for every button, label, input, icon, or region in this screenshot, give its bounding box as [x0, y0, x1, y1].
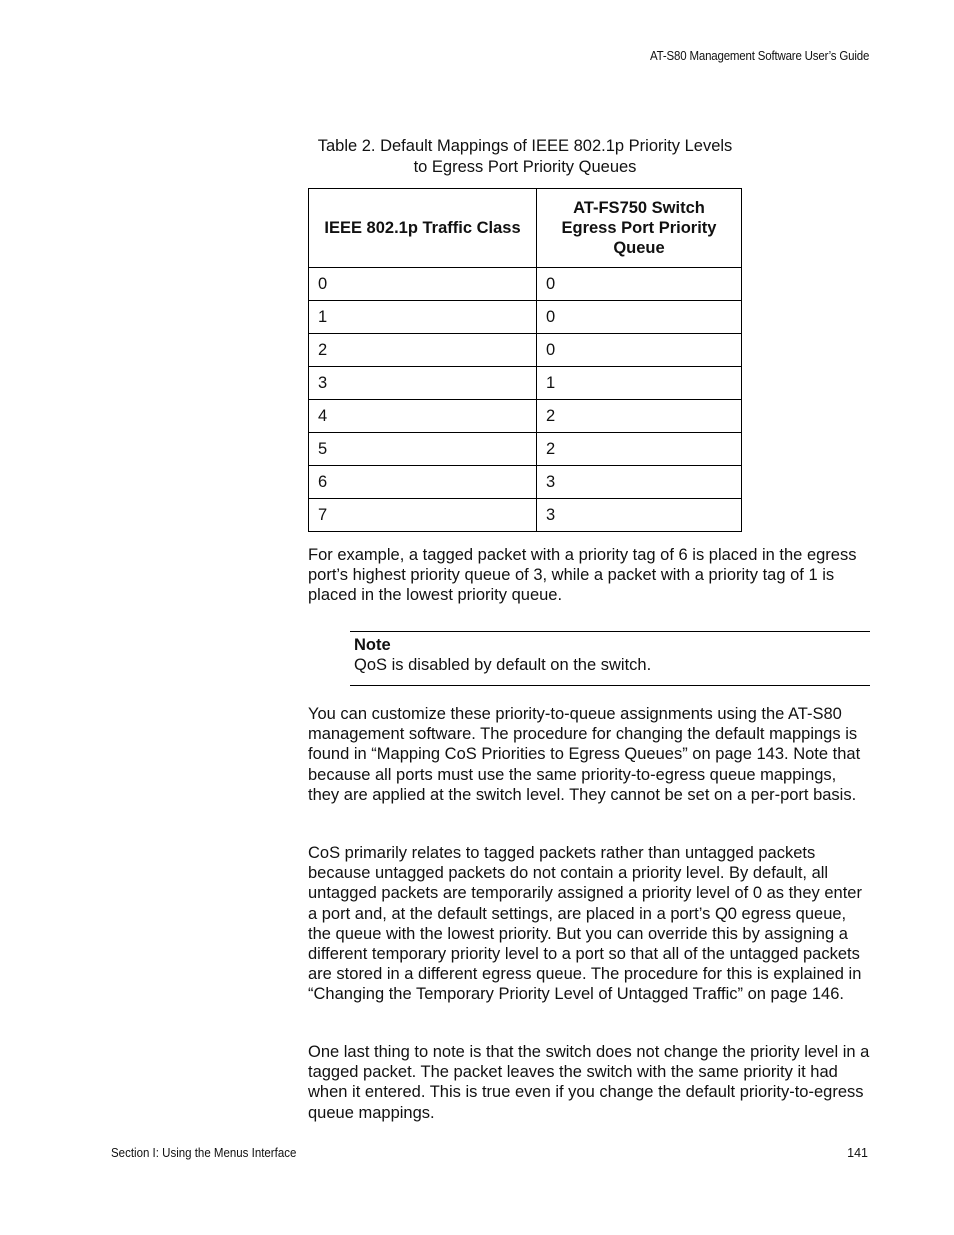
table-row	[309, 433, 742, 466]
table-row	[309, 334, 742, 367]
table-row	[309, 367, 742, 400]
egress-queue-cell: 0	[537, 301, 742, 334]
egress-queue-cell: 3	[537, 499, 742, 532]
last-note-paragraph: One last thing to note is that the switch does not change the priority level in a tagged packet. The packet leaves the switch with the same priority it had when it entered. This is true even if you change the default priority-to-egress queue mappings.	[308, 1043, 870, 1122]
traffic-class-cell: 0	[309, 268, 537, 301]
table-row	[309, 466, 742, 499]
customize-paragraph: You can customize these priority-to-queue assignments using the AT-S80 management software. The procedure for changing the default mappings is found in “Mapping CoS Priorities to Egress Queues” on page 143. Note that because all ports must use the same priority-to-egress queue mappings, they are applied at the switch level. They cannot be set on a per-port basis.	[308, 705, 861, 804]
note-box	[350, 631, 870, 686]
column-header-traffic-class: IEEE 802.1p Traffic Class	[309, 189, 537, 268]
note-body: QoS is disabled by default on the switch.	[354, 656, 652, 674]
traffic-class-cell: 2	[309, 334, 537, 367]
table-caption-line-1: Table 2. Default Mappings of IEEE 802.1p Priority Levels	[317, 137, 733, 155]
traffic-class-cell: 1	[309, 301, 537, 334]
traffic-class-cell: 6	[309, 466, 537, 499]
priority-mapping-table	[308, 188, 742, 532]
table-caption	[308, 136, 742, 178]
egress-queue-cell: 0	[537, 268, 742, 301]
cos-paragraph: CoS primarily relates to tagged packets rather than untagged packets because untagged packets do not contain a priority level. By default, all untagged packets are temporarily assigned a priority level of 0 as they enter a port and, at the default settings, are placed in a port’s Q0 egress queue, the queue with the lowest priority. But you can override this by assigning a different temporary priority level to a port so that all of the untagged packets are stored in a different egress queue. The procedure for this is explained in “Changing the Temporary Priority Level of Untagged Traffic” on page 146.	[308, 844, 862, 1004]
table-caption-line-2: to Egress Port Priority Queues	[413, 158, 637, 176]
traffic-class-cell: 4	[309, 400, 537, 433]
table-row	[309, 301, 742, 334]
example-paragraph: For example, a tagged packet with a priority tag of 6 is placed in the egress port’s highest priority queue of 3, while a packet with a priority tag of 1 is placed in the lowest priority queue.	[308, 546, 857, 605]
egress-queue-cell: 0	[537, 334, 742, 367]
egress-queue-cell: 2	[537, 400, 742, 433]
traffic-class-cell: 5	[309, 433, 537, 466]
table-row	[309, 268, 742, 301]
footer-page-number: 141	[847, 1146, 868, 1160]
table-header-row	[309, 189, 742, 268]
table-row	[309, 400, 742, 433]
egress-queue-cell: 3	[537, 466, 742, 499]
traffic-class-cell: 3	[309, 367, 537, 400]
table-row	[309, 499, 742, 532]
note-title: Note	[354, 636, 391, 654]
footer-section-title: Section I: Using the Menus Interface	[111, 1146, 297, 1160]
traffic-class-cell: 7	[309, 499, 537, 532]
egress-queue-cell: 1	[537, 367, 742, 400]
egress-queue-cell: 2	[537, 433, 742, 466]
page-header: AT-S80 Management Software User’s Guide	[649, 49, 869, 63]
column-header-egress-queue: AT-FS750 Switch Egress Port Priority Queue	[537, 189, 742, 268]
